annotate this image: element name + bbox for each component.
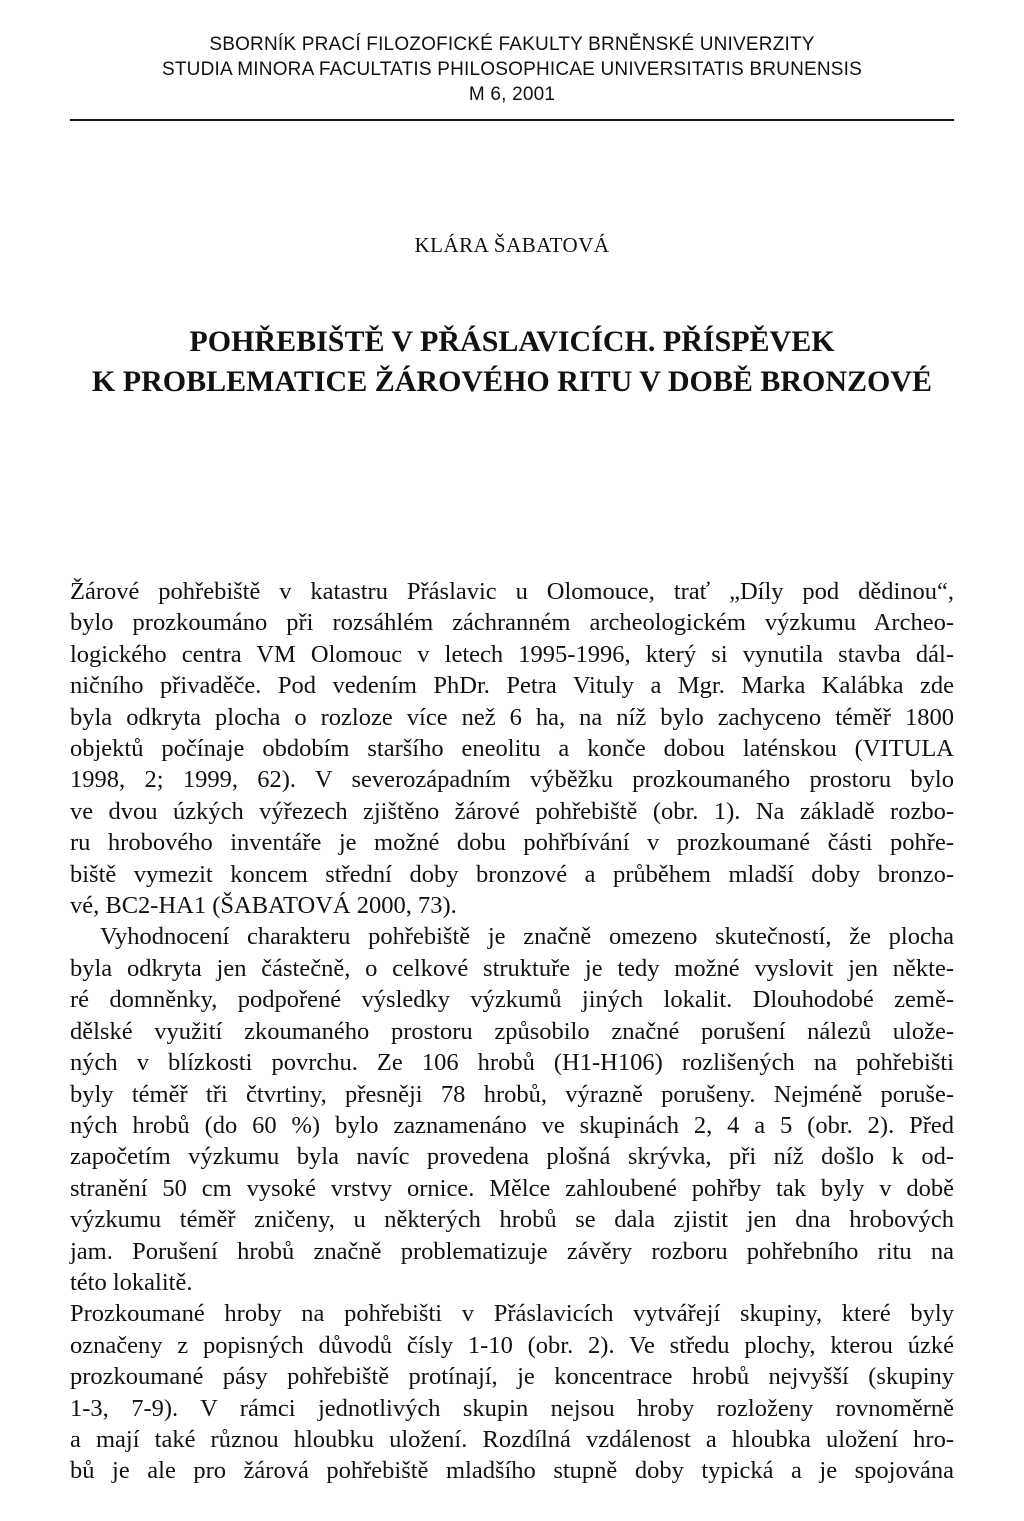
text-line: ve dvou úzkých výřezech zjištěno žárové pohřebiště (obr. 1). Na základě rozbo- xyxy=(70,797,954,825)
text-line: dělské využití zkoumaného prostoru způsobilo značné porušení nálezů ulože- xyxy=(70,1017,954,1045)
journal-header xyxy=(70,32,954,107)
text-line: 1998, 2; 1999, 62). V severozápadním výběžku prozkoumaného prostoru bylo xyxy=(70,766,954,794)
text-line: ré domněnky, podpořené výsledky výzkumů jiných lokalit. Dlouhodobé země- xyxy=(70,986,954,1014)
journal-title-czech: SBORNÍK PRACÍ FILOZOFICKÉ FAKULTY BRNĚNSKÉ UNIVERZITY xyxy=(209,34,815,55)
text-line: bylo prozkoumáno při rozsáhlém záchranném archeologickém výzkumu Archeo- xyxy=(70,609,954,637)
paragraph-1 xyxy=(70,576,954,921)
paragraph-3 xyxy=(70,1298,954,1486)
text-line: prozkoumané pásy pohřebiště protínají, je koncentrace hrobů nejvyšší (skupiny xyxy=(70,1363,954,1391)
author-name: KLÁRA ŠABATOVÁ xyxy=(414,233,610,257)
text-line: 1-3, 7-9). V rámci jednotlivých skupin nejsou hroby rozloženy rovnoměrně xyxy=(70,1394,954,1422)
paragraph-2 xyxy=(70,921,954,1298)
article-title-line-2: K PROBLEMATICE ŽÁROVÉHO RITU V DOBĚ BRONZOVÉ xyxy=(91,365,933,398)
text-line: Prozkoumané hroby na pohřebišti v Přáslavicích vytvářejí skupiny, které byly xyxy=(70,1300,954,1328)
journal-volume: M 6, 2001 xyxy=(468,84,556,105)
article-title xyxy=(40,322,984,402)
header-rule xyxy=(70,119,954,121)
text-line: jam. Porušení hrobů značně problematizuje závěry rozboru pohřebního ritu na xyxy=(70,1237,954,1265)
text-line: biště vymezit koncem střední doby bronzové a průběhem mladší doby bronzo- xyxy=(70,860,954,888)
text-line: Žárové pohřebiště v katastru Přáslavic u Olomouce, trať „Díly pod dědinou“, xyxy=(70,578,954,605)
text-line: ných hrobů (do 60 %) bylo zaznamenáno ve skupinách 2, 4 a 5 (obr. 2). Před xyxy=(70,1111,954,1139)
article-body xyxy=(70,576,954,1487)
text-line: a mají také různou hloubku uložení. Rozdílná vzdálenost a hloubka uložení hro- xyxy=(70,1425,954,1453)
text-line: výzkumu téměř zničeny, u některých hrobů se dala zjistit jen dna hrobových xyxy=(70,1206,954,1234)
text-line: bů je ale pro žárová pohřebiště mladšího stupně doby typická a je spojována xyxy=(70,1457,954,1485)
text-line: označeny z popisných důvodů čísly 1-10 (obr. 2). Ve středu plochy, kterou úzké xyxy=(70,1331,954,1359)
text-line: vé, BC2-HA1 (ŠABATOVÁ 2000, 73). xyxy=(70,892,457,920)
text-line: logického centra VM Olomouc v letech 1995-1996, který si vynutila stavba dál- xyxy=(70,640,954,668)
journal-title-latin: STUDIA MINORA FACULTATIS PHILOSOPHICAE UNIVERSITATIS BRUNENSIS xyxy=(161,59,863,80)
text-line: započetím výzkumu byla navíc provedena plošná skrývka, při níž došlo k od- xyxy=(70,1143,954,1171)
text-line: objektů počínaje obdobím staršího eneolitu a konče dobou laténskou (VITULA xyxy=(70,735,954,763)
text-line: této lokalitě. xyxy=(70,1268,193,1296)
text-line: ných v blízkosti povrchu. Ze 106 hrobů (H1-H106) rozlišených na pohřebišti xyxy=(70,1049,954,1077)
article-title-line-1: POHŘEBIŠTĚ V PŘÁSLAVICÍCH. PŘÍSPĚVEK xyxy=(189,325,835,358)
text-line: stranění 50 cm vysoké vrstvy ornice. Mělce zahloubené pohřby tak byly v době xyxy=(70,1174,954,1202)
text-line: byla odkryta plocha o rozloze více než 6 ha, na níž bylo zachyceno téměř 1800 xyxy=(70,703,954,731)
text-line: Vyhodnocení charakteru pohřebiště je značně omezeno skutečností, že plocha xyxy=(100,923,954,951)
text-line: byla odkryta jen částečně, o celkové struktuře je tedy možné vyslovit jen někte- xyxy=(70,954,954,982)
text-line: ničního přivaděče. Pod vedením PhDr. Petra Vituly a Mgr. Marka Kalábka zde xyxy=(70,672,954,700)
text-line: byly téměř tři čtvrtiny, přesněji 78 hrobů, výrazně porušeny. Nejméně poruše- xyxy=(70,1080,954,1108)
text-line: ru hrobového inventáře je možné dobu pohřbívání v prozkoumané části pohře- xyxy=(70,829,954,857)
